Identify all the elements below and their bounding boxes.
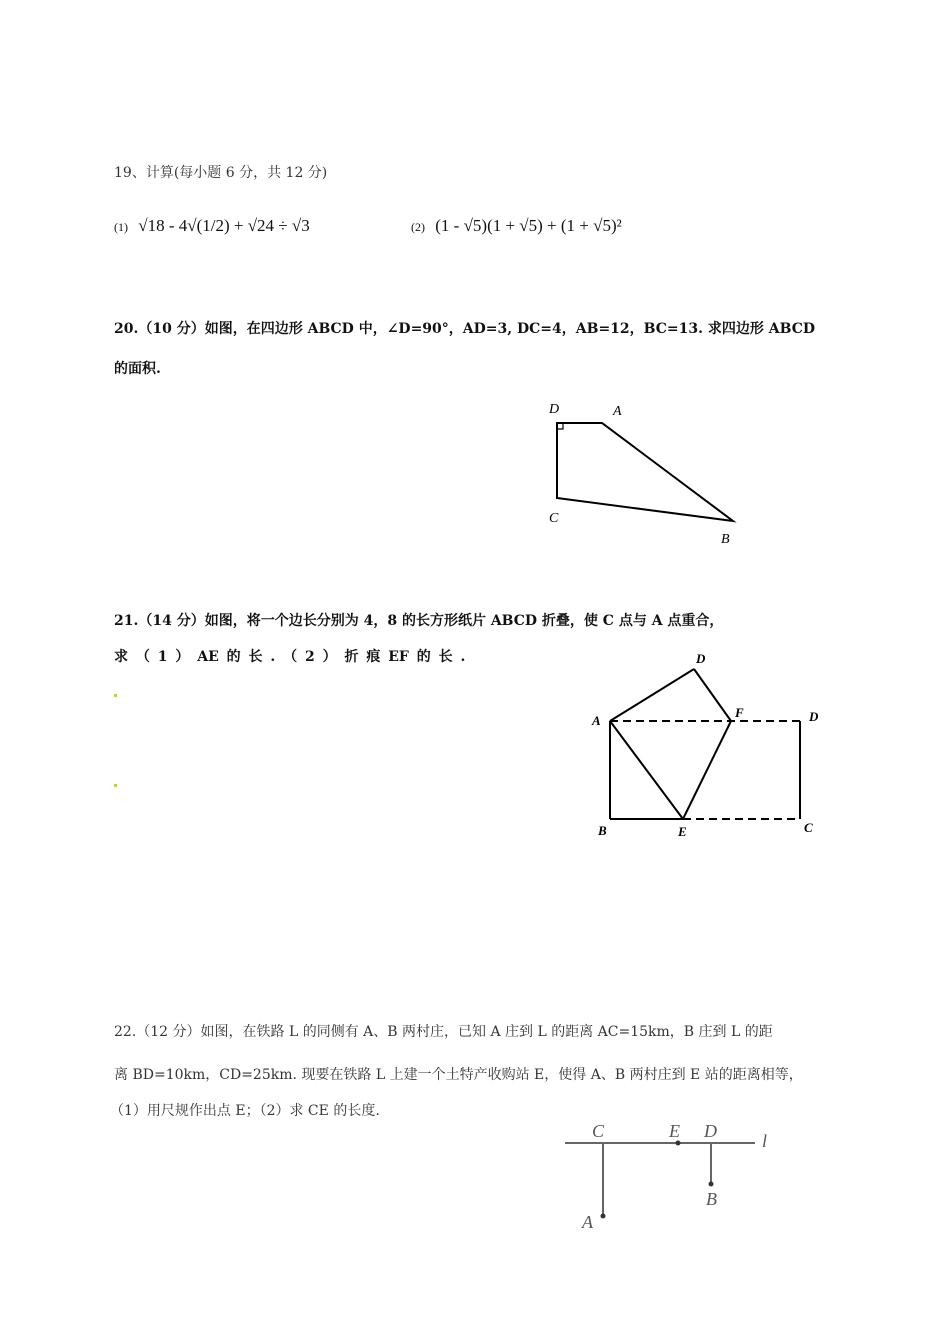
q22-text-line1: 22.（12 分）如图，在铁路 L 的同侧有 A、B 两村庄，已知 A 庄到 L 的距离 AC=15km，B 庄到 L 的距: [114, 1024, 773, 1040]
q21-label-a: A: [592, 713, 601, 728]
q21-folded-rectangle-figure: [591, 651, 819, 839]
q21-label-b: B: [598, 823, 607, 838]
q22-label-c: C: [592, 1121, 605, 1141]
q22-railway-figure: [565, 1121, 767, 1232]
q21-edge-df-folded: [694, 669, 731, 721]
stray-mark: [114, 784, 117, 787]
q20-text-line1: 20.（10 分）如图，在四边形 ABCD 中，∠D=90°，AD=3, DC=4，AB=12，BC=13. 求四边形 ABCD: [114, 321, 815, 337]
q19-part1-expression: √18 - 4√(1/2) + √24 ÷ √3: [138, 216, 310, 235]
stray-mark: [114, 694, 117, 697]
q22-text-line3: （1）用尺规作出点 E；（2）求 CE 的长度.: [110, 1103, 380, 1119]
q20-label-b: B: [721, 532, 730, 547]
q21-label-f: F: [735, 705, 744, 720]
q22-point-b: [709, 1182, 714, 1187]
q22-point-e: [676, 1141, 681, 1146]
q21-label-d-top: D: [696, 651, 706, 666]
q21-edge-ae: [610, 721, 683, 819]
q22-label-l: l: [762, 1131, 768, 1151]
q22-point-a: [601, 1214, 606, 1219]
q22-label-a: A: [582, 1212, 593, 1232]
q20-label-a: A: [613, 404, 622, 419]
q19-heading: 19、计算(每小题 6 分，共 12 分): [114, 165, 328, 181]
q20-text-line2: 的面积.: [114, 361, 161, 377]
q22-label-b: B: [706, 1189, 717, 1209]
q19-part1-label: (1): [114, 220, 128, 234]
q22-label-d: D: [704, 1121, 717, 1141]
q22-text-line2: 离 BD=10km，CD=25km. 现要在铁路 L 上建一个土特产收购站 E，使得 A、B 两村庄到 E 站的距离相等，: [114, 1067, 803, 1083]
q21-text-line2: 求 （ 1 ） AE 的 长 . （ 2 ） 折 痕 EF 的 长 .: [114, 649, 466, 665]
q21-crease-ef: [683, 721, 731, 819]
q21-label-d-right: D: [809, 709, 819, 724]
q20-label-d: D: [549, 402, 560, 417]
q20-label-c: C: [549, 511, 559, 526]
q21-text-line1: 21.（14 分）如图，将一个边长分别为 4，8 的长方形纸片 ABCD 折叠，使 C 点与 A 点重合，: [114, 613, 724, 629]
q19-part2-label: (2): [411, 220, 425, 234]
q19-part2-expression: (1 - √5)(1 + √5) + (1 + √5)²: [435, 216, 622, 235]
q20-quadrilateral-abcd: [557, 423, 733, 521]
q21-edge-ad-folded: [610, 669, 694, 721]
q21-label-c: C: [804, 820, 813, 835]
q22-label-e: E: [669, 1121, 680, 1141]
q21-label-e: E: [678, 824, 687, 839]
